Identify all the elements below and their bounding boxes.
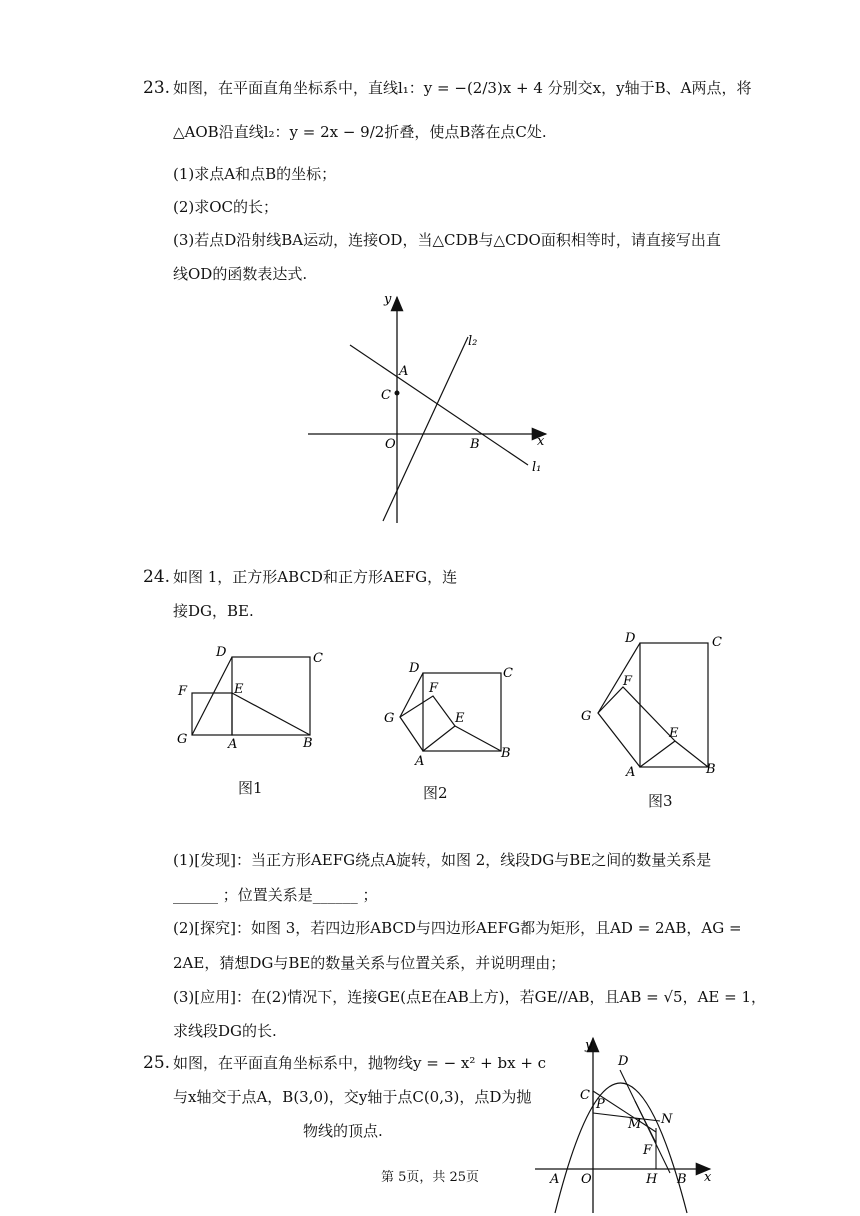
svg-text:x: x [704, 1170, 712, 1185]
q24-part1-line1: (1)[发现]：当正方形AEFG绕点A旋转，如图 2，线段DG与BE之间的数量关系是 [173, 851, 712, 869]
question-25-number: 25. [143, 1053, 171, 1073]
line-l2 [383, 337, 468, 521]
q24-figure-3 [575, 625, 735, 780]
svg-text:C: C [712, 635, 722, 650]
fig2-caption: 图2 [423, 784, 448, 802]
svg-text:D: D [625, 631, 636, 646]
label-b: B [470, 437, 480, 452]
parabola [555, 1083, 687, 1213]
question-23-number: 23. [143, 78, 171, 98]
q24-part1-line2: ______ ；位置关系是______ ； [173, 886, 378, 904]
svg-text:D: D [618, 1054, 629, 1069]
q23-figure [300, 285, 560, 530]
svg-text:C: C [313, 651, 323, 666]
svg-text:F: F [623, 674, 633, 689]
q25-stem-line2: 与x轴交于点A，B(3,0)，交y轴于点C(0,3)，点D为抛 [173, 1088, 532, 1106]
q24-figure-1 [170, 640, 335, 755]
q24-stem-line1: 如图 1，正方形ABCD和正方形AEFG，连 [173, 568, 458, 586]
svg-text:P: P [596, 1097, 605, 1112]
svg-text:D: D [409, 661, 420, 676]
svg-text:B: B [303, 736, 313, 751]
fig3-caption: 图3 [648, 792, 673, 810]
q24-figure-2 [375, 650, 525, 770]
label-o: O [385, 437, 396, 452]
svg-text:F: F [429, 681, 439, 696]
svg-text:B: B [501, 746, 511, 761]
q25-stem-line3: 物线的顶点. [303, 1122, 383, 1140]
svg-text:F: F [178, 684, 188, 699]
q23-stem-line2: △AOB沿直线l₂：y = 2x − 9/2折叠，使点B落在点C处. [173, 123, 547, 141]
svg-text:M: M [628, 1117, 642, 1132]
svg-text:F: F [643, 1143, 653, 1158]
svg-text:G: G [177, 732, 188, 747]
label-a: A [399, 364, 409, 379]
svg-text:D: D [216, 645, 227, 660]
svg-text:C: C [503, 666, 513, 681]
q25-figure [530, 1033, 720, 1216]
svg-text:H: H [646, 1172, 658, 1187]
label-x: x [537, 434, 545, 449]
svg-text:A: A [415, 754, 425, 769]
q23-part2: (2)求OC的长； [173, 198, 279, 216]
point-c [395, 391, 400, 396]
line-l1 [350, 345, 528, 465]
label-l1: l₁ [532, 460, 542, 475]
q23-stem-line1: 如图，在平面直角坐标系中，直线l₁：y = −(2/3)x + 4 分别交x，y轴于B、A两点，将 [173, 79, 752, 97]
svg-text:E: E [455, 711, 465, 726]
q25-stem-line1: 如图，在平面直角坐标系中，抛物线y = − x² + bx + c [173, 1054, 547, 1072]
q23-part3-line1: (3)若点D沿射线BA运动，连接OD，当△CDB与△CDO面积相等时，请直接写出直 [173, 231, 721, 249]
svg-text:C: C [580, 1088, 590, 1103]
svg-text:A: A [626, 765, 636, 780]
q24-part2-line1: (2)[探究]：如图 3，若四边形ABCD与四边形AEFG都为矩形，且AD = 2AB，AG = [173, 919, 742, 937]
svg-text:A: A [228, 737, 238, 752]
label-l2: l₂ [468, 334, 478, 349]
q24-part3-line2: 求线段DG的长. [173, 1022, 277, 1040]
svg-text:G: G [384, 711, 395, 726]
svg-text:N: N [661, 1112, 673, 1127]
fig1-caption: 图1 [238, 779, 263, 797]
svg-text:E: E [234, 682, 244, 697]
question-24-number: 24. [143, 567, 171, 587]
svg-text:B: B [706, 762, 716, 777]
svg-text:A: A [550, 1172, 560, 1187]
q24-stem-line2: 接DG，BE. [173, 602, 254, 620]
q23-part3-line2: 线OD的函数表达式. [173, 265, 308, 283]
label-c: C [381, 388, 391, 403]
svg-text:y: y [585, 1038, 593, 1053]
q24-part2-line2: 2AE，猜想DG与BE的数量关系与位置关系，并说明理由； [173, 954, 566, 972]
svg-text:E: E [669, 726, 679, 741]
page-footer: 第 5页，共 25页 [380, 1170, 480, 1185]
svg-text:B: B [677, 1172, 687, 1187]
q24-part3-line1: (3)[应用]：在(2)情况下，连接GE(点E在AB上方)，若GE//AB，且AB = √5，AE = 1， [173, 988, 767, 1006]
svg-text:O: O [581, 1172, 592, 1187]
svg-text:G: G [581, 709, 592, 724]
q23-part1: (1)求点A和点B的坐标； [173, 165, 337, 183]
label-y: y [384, 292, 392, 307]
